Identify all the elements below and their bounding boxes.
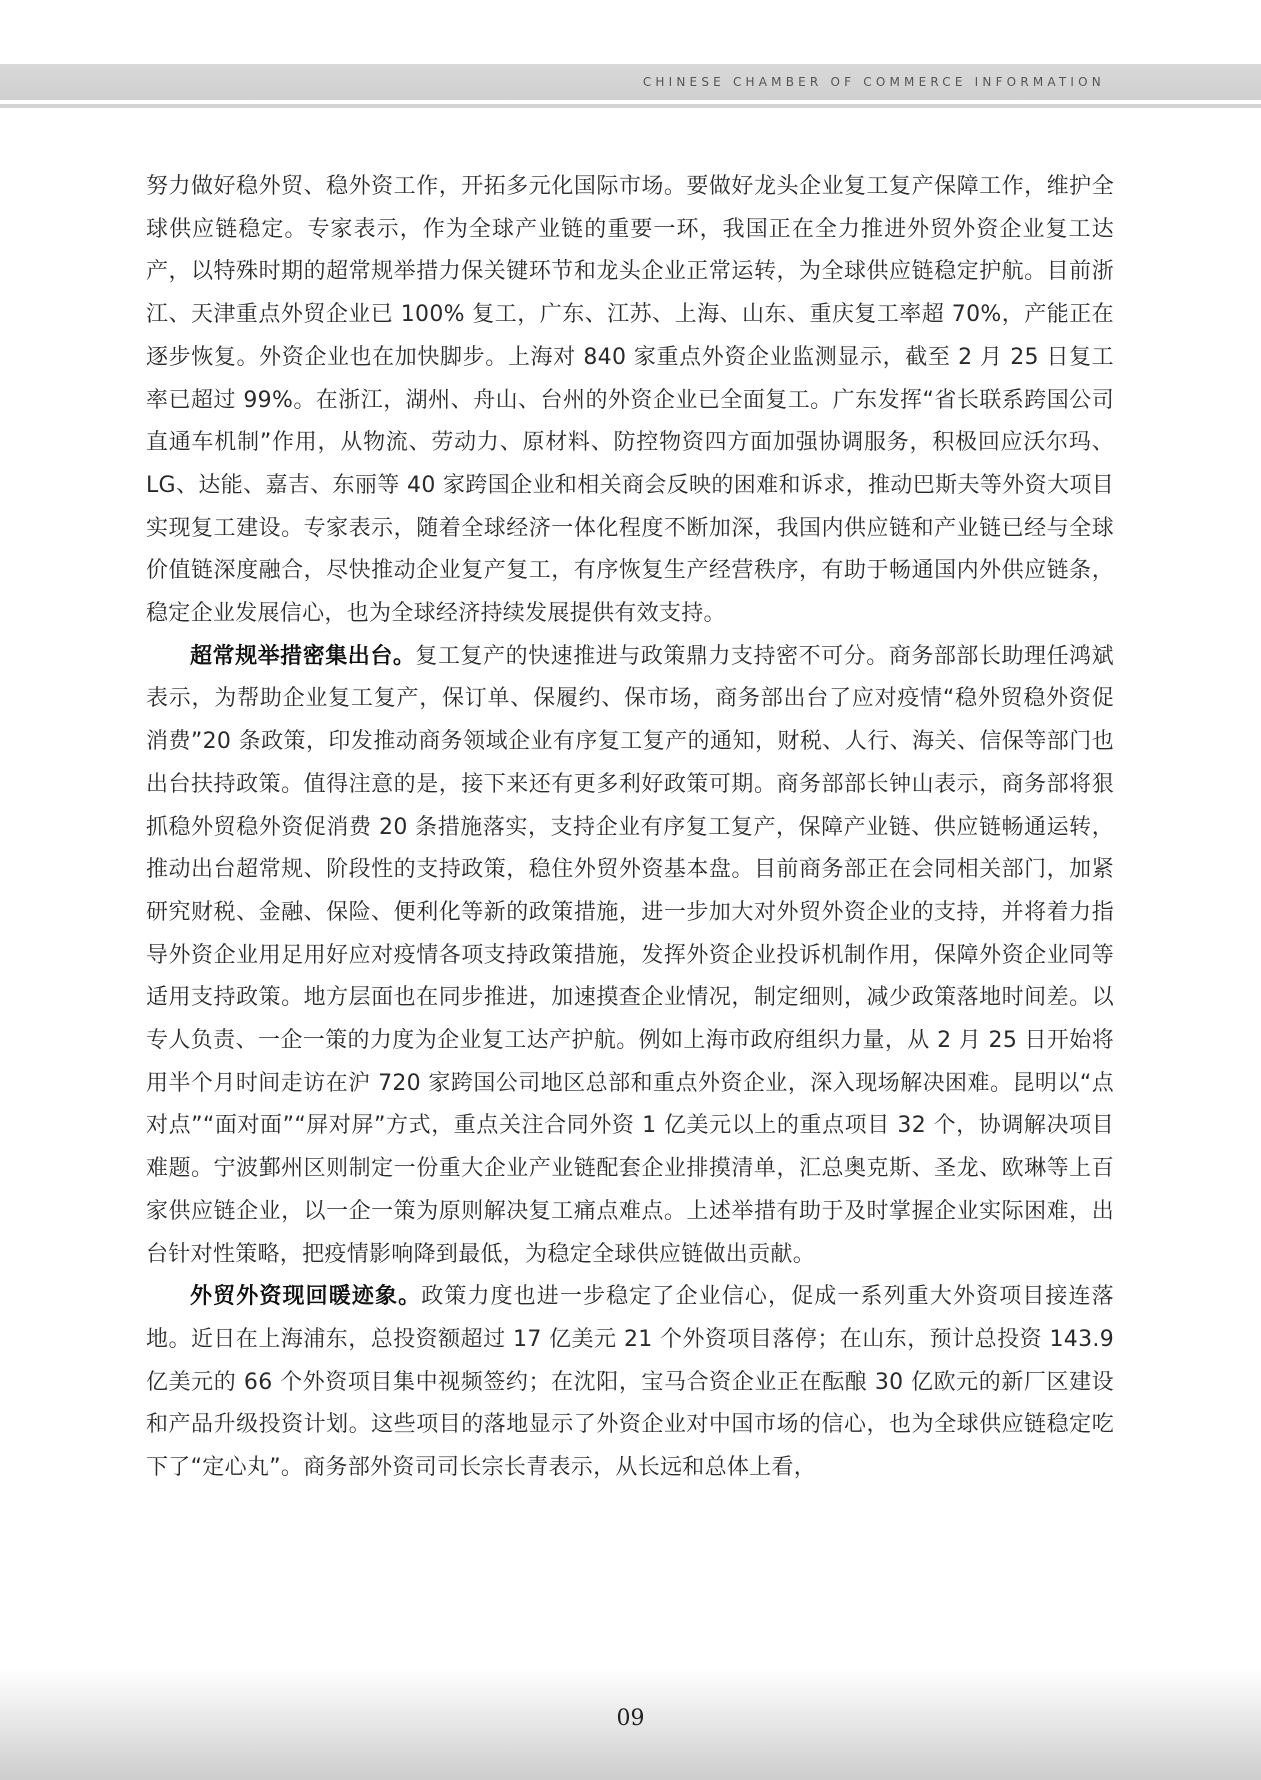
article-body [146, 166, 1114, 1490]
paragraph-3-text: 政策力度也进一步稳定了企业信心，促成一系列重大外资项目接连落地。近日在上海浦东，总投资额超过 17 亿美元 21 个外资项目落停；在山东，预计总投资 143.9 亿美元的 66 个外资项目集中视频签约；在沈阳，宝马合资企业正在酝酿 30 亿欧元的新厂区建设和产品升级投资计划。这些项目的落地显示了外资企业对中国市场的信心，也为全球供应链稳定吃下了“定心丸”。商务部外资司司长宗长青表示，从长远和总体上看， [146, 1284, 1114, 1481]
paragraph-1 [146, 166, 1114, 636]
page-number: 09 [616, 1706, 645, 1731]
running-title: CHINESE CHAMBER OF COMMERCE INFORMATION [642, 75, 1105, 89]
paragraph-2-lead: 超常规举措密集出台。 [190, 643, 416, 669]
paragraph-3-lead: 外贸外资现回暖迹象。 [190, 1284, 422, 1310]
paragraph-2-text: 复工复产的快速推进与政策鼎力支持密不可分。商务部部长助理任鸿斌表示，为帮助企业复工复产，保订单、保履约、保市场，商务部出台了应对疫情“稳外贸稳外资促消费”20 条政策，印发推动商务领域企业有序复工复产的通知，财税、人行、海关、信保等部门也出台扶持政策。值得注意的是，接下来还有更多利好政策可期。商务部部长钟山表示，商务部将狠抓稳外贸稳外资促消费 20 条措施落实，支持企业有序复工复产，保障产业链、供应链畅通运转，推动出台超常规、阶段性的支持政策，稳住外贸外资基本盘。目前商务部正在会同相关部门，加紧研究财税、金融、保险、便利化等新的政策措施，进一步加大对外贸外资企业的支持，并将着力指导外资企业用足用好应对疫情各项支持政策措施，发挥外资企业投诉机制作用，保障外资企业同等适用支持政策。地方层面也在同步推进，加速摸查企业情况，制定细则，减少政策落地时间差。以专人负责、一企一策的力度为企业复工达产护航。例如上海市政府组织力量，从 2 月 25 日开始将用半个月时间走访在沪 720 家跨国公司地区总部和重点外资企业，深入现场解决困难。昆明以“点对点”“面对面”“屏对屏”方式，重点关注合同外资 1 亿美元以上的重点项目 32 个，协调解决项目难题。宁波鄞州区则制定一份重大企业产业链配套企业排摸清单，汇总奥克斯、圣龙、欧琳等上百家供应链企业，以一企一策为原则解决复工痛点难点。上述举措有助于及时掌握企业实际困难，出台针对性策略，把疫情影响降到最低，为稳定全球供应链做出贡献。 [146, 643, 1114, 1267]
header-divider [0, 104, 1261, 108]
paragraph-2 [146, 636, 1114, 1277]
paragraph-1-text: 努力做好稳外贸、稳外资工作，开拓多元化国际市场。要做好龙头企业复工复产保障工作，维护全球供应链稳定。专家表示，作为全球产业链的重要一环，我国正在全力推进外贸外资企业复工达产，以特殊时期的超常规举措力保关键环节和龙头企业正常运转，为全球供应链稳定护航。目前浙江、天津重点外贸企业已 100% 复工，广东、江苏、上海、山东、重庆复工率超 70%，产能正在逐步恢复。外资企业也在加快脚步。上海对 840 家重点外资企业监测显示，截至 2 月 25 日复工率已超过 99%。在浙江，湖州、舟山、台州的外资企业已全面复工。广东发挥“省长联系跨国公司直通车机制”作用，从物流、劳动力、原材料、防控物资四方面加强协调服务，积极回应沃尔玛、LG、达能、嘉吉、东丽等 40 家跨国企业和相关商会反映的困难和诉求，推动巴斯夫等外资大项目实现复工建设。专家表示，随着全球经济一体化程度不断加深，我国内供应链和产业链已经与全球价值链深度融合，尽快推动企业复产复工，有序恢复生产经营秩序，有助于畅通国内外供应链条，稳定企业发展信心，也为全球经济持续发展提供有效支持。 [146, 174, 1114, 627]
paragraph-3 [146, 1276, 1114, 1490]
